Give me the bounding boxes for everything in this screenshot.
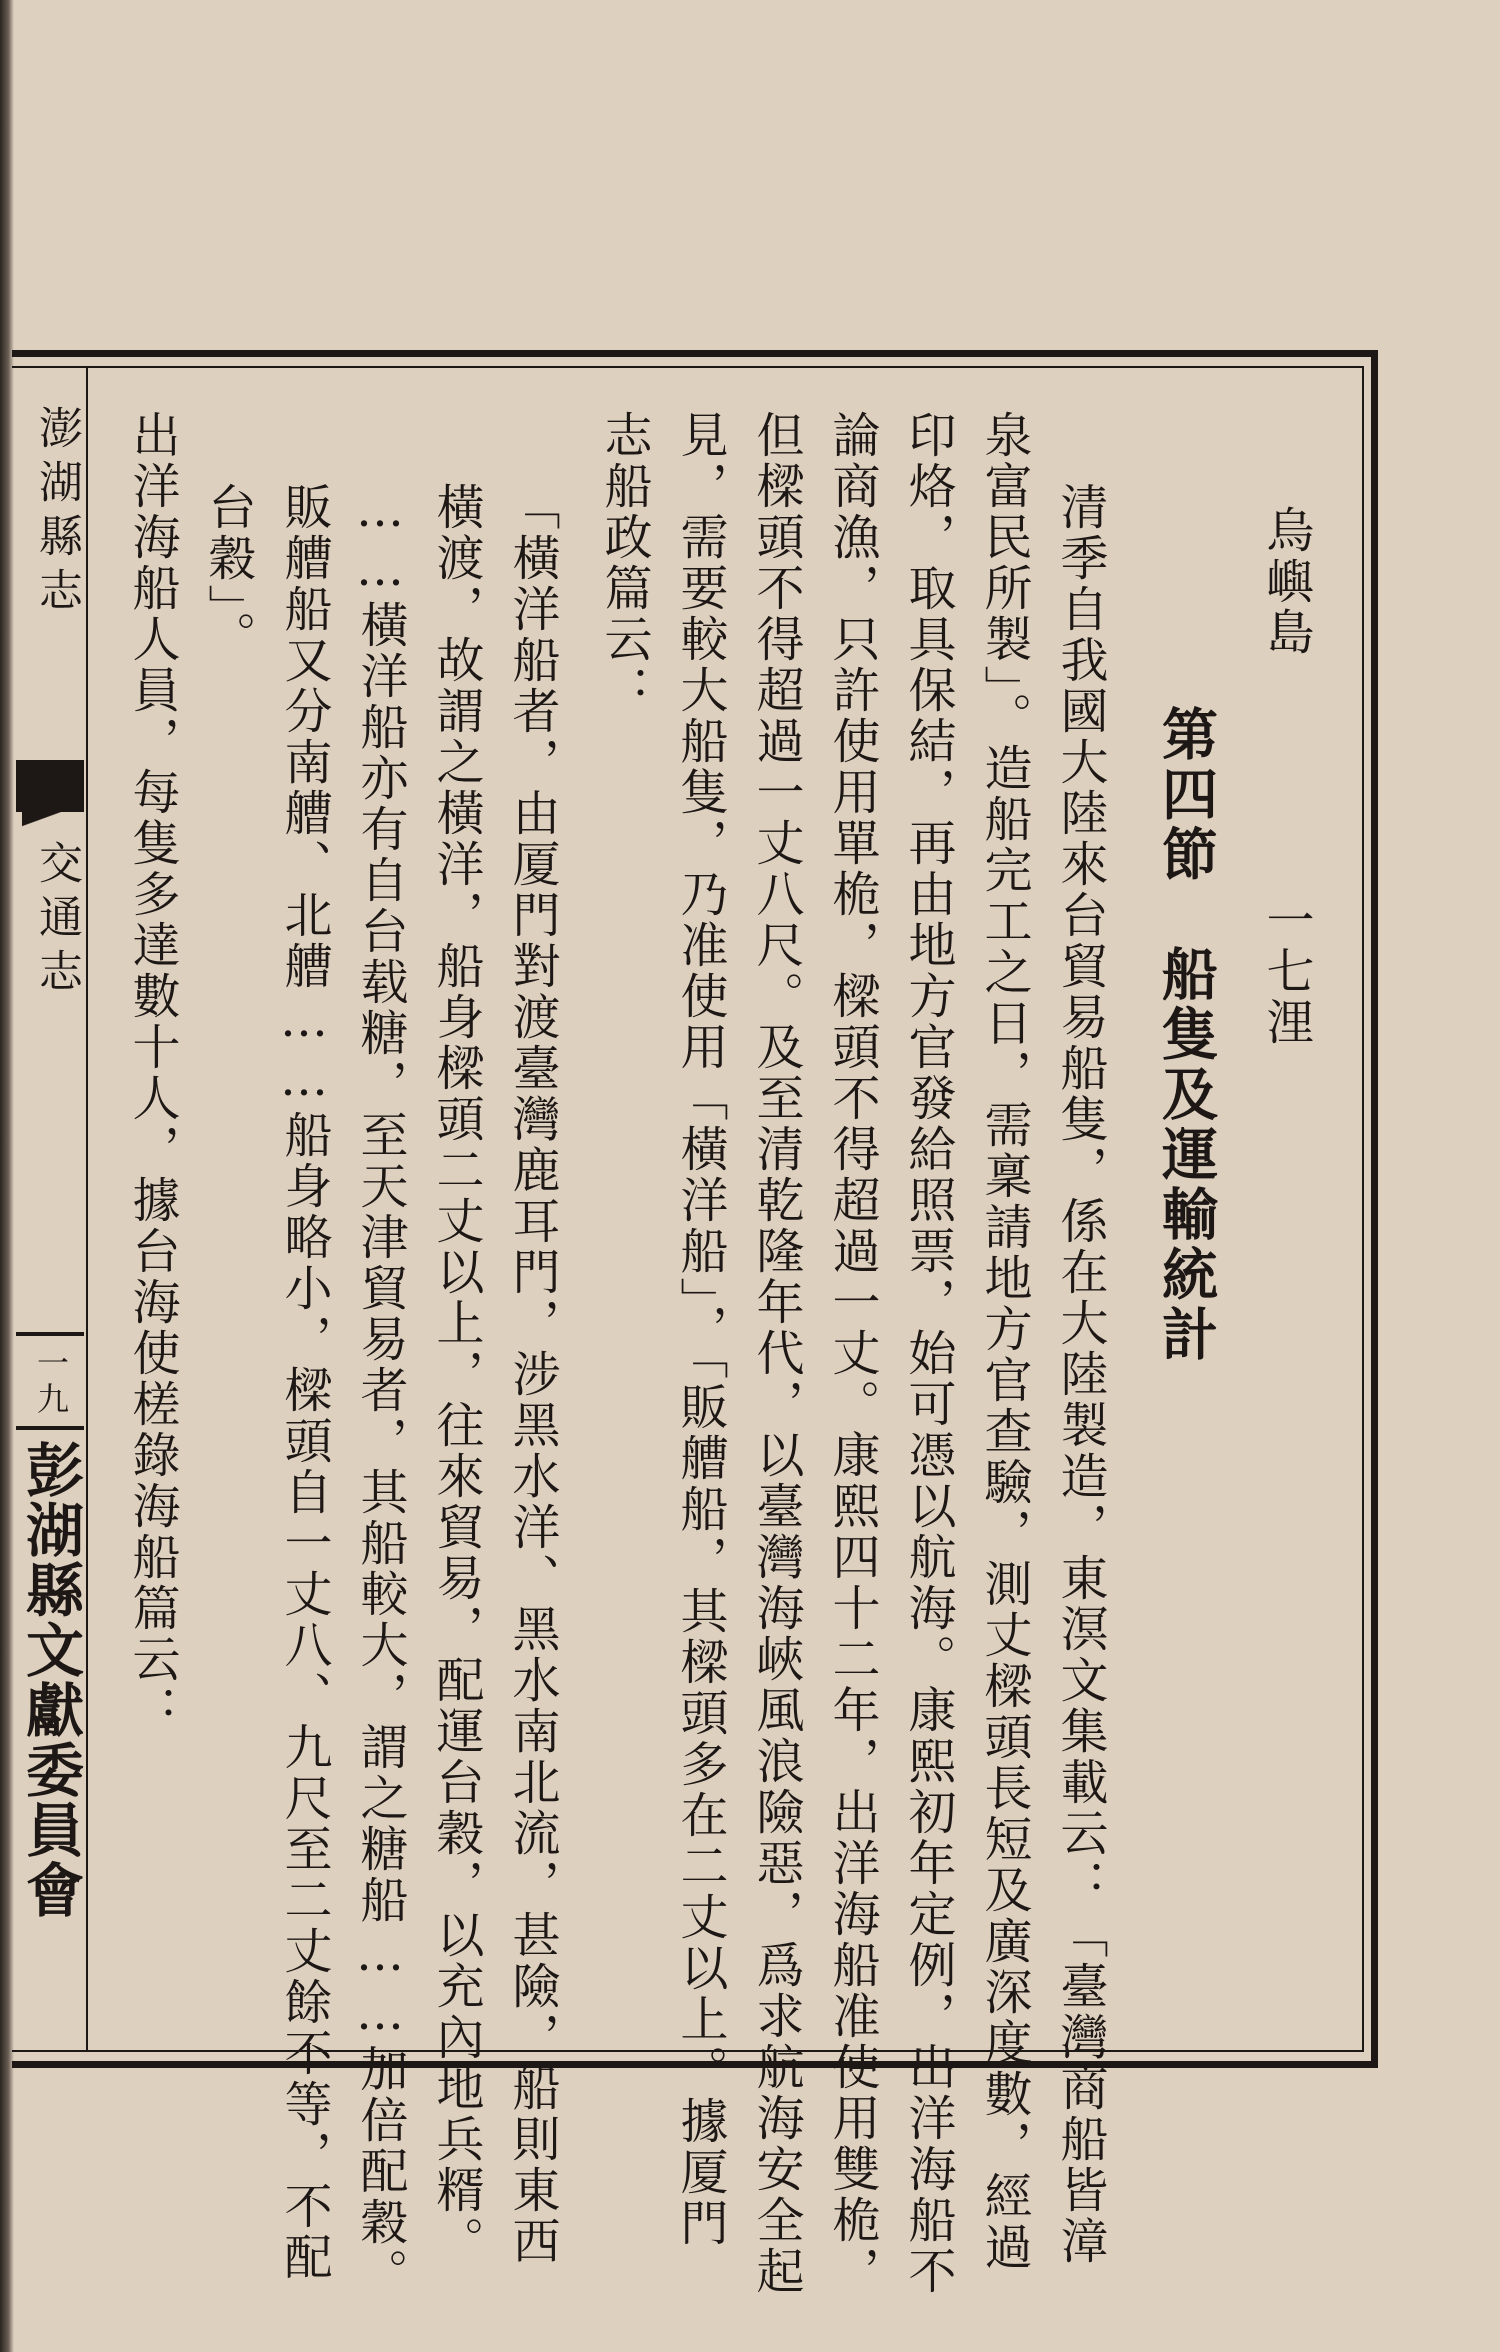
edge-book-title: 澎湖縣志 (31, 405, 82, 621)
edge-fish-tail-mark (16, 760, 84, 812)
body-column-2: 泉富民所製」。造船完工之日，需稟請地方官查驗，測丈樑頭長短及廣深度數，經過 (976, 410, 1032, 2273)
body-column-8: 「橫洋船者，由厦門對渡臺灣鹿耳門，涉黑水洋、黑水南北流，甚險，船則東西 (504, 482, 560, 2267)
edge-publisher: 彭湖縣文獻委員會 (16, 1440, 84, 1920)
body-column-12: 台穀」。 (200, 482, 256, 662)
section-title: 第四節 船隻及運輸統計 (1153, 705, 1219, 1365)
body-column-13: 出洋海船人員，每隻多達數十人，據台海使槎錄海船篇云： (124, 410, 180, 1736)
header-place-name: 烏嶼島 (1258, 505, 1314, 658)
body-column-3: 印烙，取具保結，再由地方官發給照票，始可憑以航海。康熙初年定例，出洋海船不 (900, 410, 956, 2297)
body-column-10: ……橫洋船亦有自台载糖，至天津貿易者，其船較大，謂之糖船……加倍配穀。 (352, 482, 408, 2299)
edge-volume-title: 交通志 (31, 840, 82, 1002)
body-column-4: 論商漁，只許使用單桅，樑頭不得超過一丈。康熙四十二年，出洋海船准使用雙桅， (824, 410, 880, 2297)
body-column-1: 清季自我國大陸來台貿易船隻，係在大陸製造，東溟文集載云：「臺灣商船皆漳 (1052, 482, 1108, 2267)
header-distance: 一七浬 (1258, 895, 1314, 1048)
body-column-11: 販艚船又分南艚、北艚……船身略小，樑頭自一丈八、九尺至二丈餘不等，不配 (276, 482, 332, 2283)
body-column-7: 志船政篇云： (596, 410, 652, 716)
edge-rule-top (16, 1332, 84, 1336)
body-column-5: 但樑頭不得超過一丈八尺。及至清乾隆年代，以臺灣海峽風浪險惡，爲求航海安全起 (748, 410, 804, 2297)
body-column-9: 橫渡，故謂之橫洋，船身樑頭二丈以上，往來貿易，配運台穀，以充內地兵糈。 (428, 482, 484, 2267)
body-column-6: 見，需要較大船隻，乃准使用「橫洋船」，「販艚船，其樑頭多在二丈以上。據厦門 (672, 410, 728, 2249)
edge-rule-bottom (16, 1426, 84, 1430)
edge-page-number: 一九 (32, 1346, 70, 1418)
